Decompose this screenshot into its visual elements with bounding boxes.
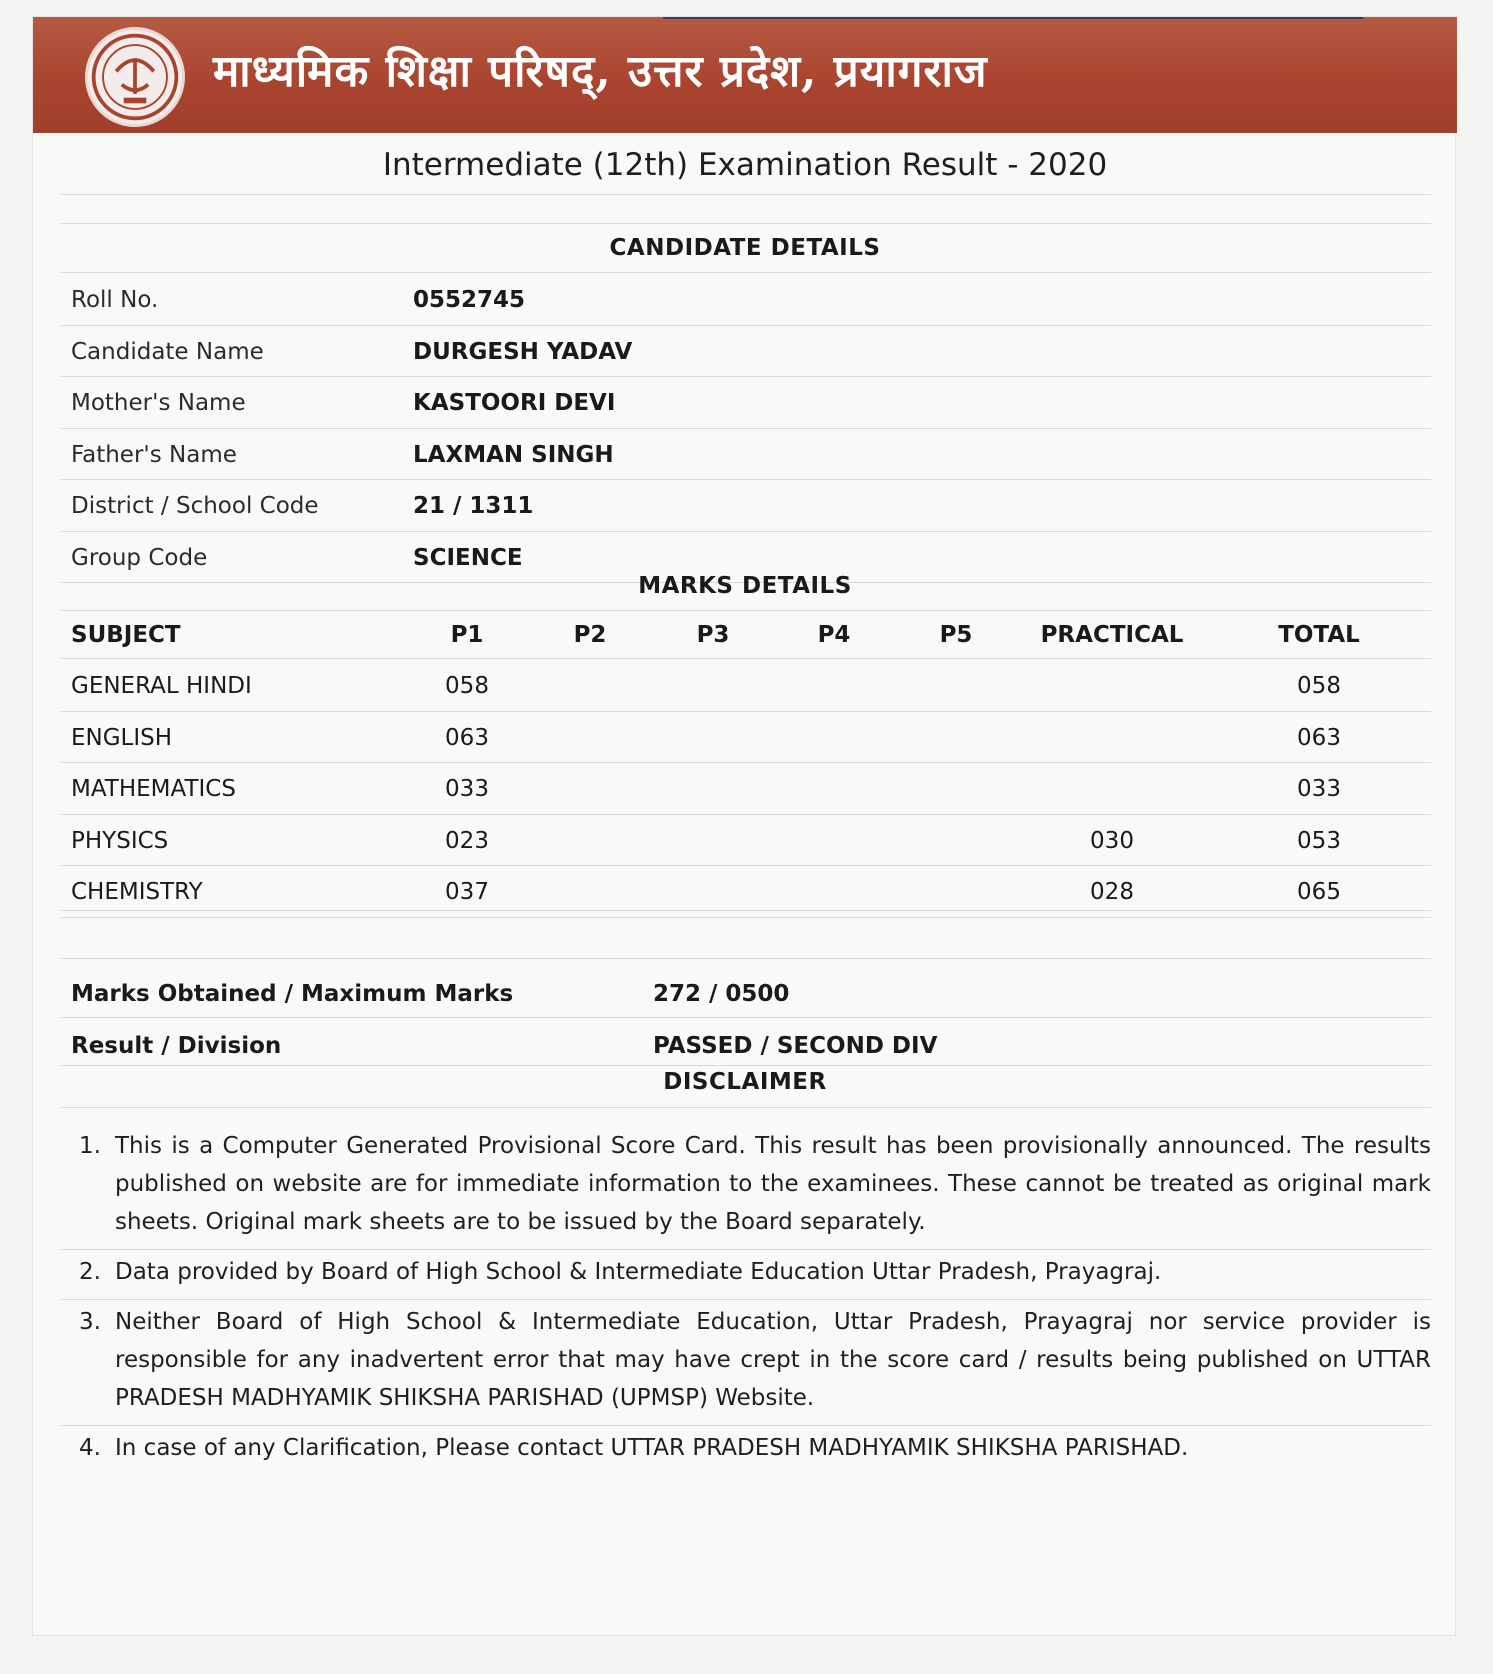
divider	[61, 958, 1431, 959]
divider	[61, 1249, 1431, 1250]
candidate-details-heading: CANDIDATE DETAILS	[609, 235, 881, 261]
divider	[61, 865, 1431, 866]
cell-total: 053	[1297, 827, 1341, 854]
table-row	[33, 816, 1457, 867]
cell-practical: 030	[1090, 827, 1134, 854]
detail-value: 0552745	[413, 287, 526, 313]
detail-value: 21 / 1311	[413, 493, 534, 519]
marks-obtained-label: Marks Obtained / Maximum Marks	[71, 981, 514, 1007]
header-banner	[33, 17, 1457, 133]
column-header-p3: P3	[696, 622, 730, 648]
cell-p1: 063	[445, 724, 489, 751]
divider	[61, 223, 1431, 224]
divider	[61, 272, 1431, 273]
detail-label: Roll No.	[71, 287, 159, 313]
table-row	[33, 764, 1457, 815]
marks-table-header	[33, 610, 1457, 661]
cell-p1: 037	[445, 879, 489, 905]
marks-details-heading: MARKS DETAILS	[638, 573, 852, 599]
divider	[61, 658, 1431, 659]
disclaimer-item	[71, 1127, 1451, 1247]
candidate-detail-row	[33, 481, 1457, 532]
result-sheet	[32, 16, 1456, 1636]
cell-p1: 033	[445, 776, 489, 802]
cell-total: 033	[1297, 776, 1341, 802]
disclaimer-text: In case of any Clarification, Please contact UTTAR PRADESH MADHYAMIK SHIKSHA PARISHAD.	[115, 1435, 1189, 1461]
board-title: माध्यमिक शिक्षा परिषद्, उत्तर प्रदेश, प्रयागराज	[213, 46, 988, 97]
divider	[61, 1299, 1431, 1300]
column-header-p1: P1	[450, 622, 484, 648]
column-header-p4: P4	[817, 622, 851, 648]
disclaimer-heading: DISCLAIMER	[663, 1069, 827, 1095]
detail-label: Candidate Name	[71, 338, 264, 365]
cell-subject: ENGLISH	[71, 724, 173, 751]
table-row	[33, 713, 1457, 764]
cell-subject: CHEMISTRY	[71, 879, 203, 905]
disclaimer-number: 2.	[79, 1259, 101, 1285]
divider	[61, 531, 1431, 532]
divider	[61, 762, 1431, 763]
result-label: Result / Division	[71, 1033, 282, 1059]
divider	[61, 376, 1431, 377]
divider	[61, 917, 1431, 918]
divider	[61, 1425, 1431, 1426]
pen-mark	[663, 17, 1363, 23]
column-header-p2: P2	[573, 622, 607, 648]
cell-subject: GENERAL HINDI	[71, 673, 252, 699]
disclaimer-number: 4.	[79, 1435, 101, 1461]
column-header-total: TOTAL	[1278, 622, 1360, 648]
disclaimer-item	[71, 1303, 1451, 1423]
divider	[61, 1017, 1431, 1018]
disclaimer-number: 3.	[79, 1309, 101, 1335]
divider	[61, 1065, 1431, 1066]
detail-value: DURGESH YADAV	[413, 338, 633, 365]
detail-value: LAXMAN SINGH	[413, 441, 614, 468]
detail-label: Group Code	[71, 544, 208, 571]
cell-p1: 023	[445, 827, 489, 854]
candidate-detail-row	[33, 327, 1457, 378]
upmsp-seal-icon	[85, 27, 185, 127]
candidate-detail-row	[33, 378, 1457, 429]
cell-practical: 028	[1090, 879, 1134, 905]
exam-title: Intermediate (12th) Examination Result - 2020	[382, 147, 1108, 183]
divider	[61, 428, 1431, 429]
detail-value: SCIENCE	[413, 544, 523, 571]
disclaimer-text: This is a Computer Generated Provisional Score Card. This result has been provisionally announced. The results published on website are for immediate information to the examinees. These cannot be treated as original mark sheets. Original mark sheets are to be issued by the Board separately.	[115, 1133, 1431, 1235]
divider	[61, 711, 1431, 712]
divider	[61, 479, 1431, 480]
result-value: PASSED / SECOND DIV	[653, 1033, 938, 1059]
divider	[61, 910, 1431, 911]
cell-total: 063	[1297, 724, 1341, 751]
disclaimer-text: Neither Board of High School & Intermediate Education, Uttar Pradesh, Prayagraj nor service provider is responsible for any inadvertent error that may have crept in the score card / results being published on UTTAR PRADESH MADHYAMIK SHIKSHA PARISHAD (UPMSP) Website.	[115, 1309, 1431, 1411]
cell-total: 065	[1297, 879, 1341, 905]
detail-label: Mother's Name	[71, 390, 246, 416]
column-header-subject: SUBJECT	[71, 622, 181, 648]
cell-total: 058	[1297, 673, 1341, 699]
divider	[61, 814, 1431, 815]
candidate-detail-row	[33, 430, 1457, 481]
cell-subject: PHYSICS	[71, 827, 169, 854]
detail-label: Father's Name	[71, 441, 237, 468]
divider	[61, 194, 1431, 195]
cell-p1: 058	[445, 673, 489, 699]
candidate-detail-row	[33, 275, 1457, 326]
marks-summary-row	[33, 969, 1457, 1020]
table-row	[33, 661, 1457, 712]
disclaimer-number: 1.	[79, 1133, 101, 1159]
marks-obtained-value: 272 / 0500	[653, 981, 790, 1007]
column-header-p5: P5	[939, 622, 973, 648]
cell-subject: MATHEMATICS	[71, 776, 236, 802]
disclaimer-item	[71, 1253, 1451, 1297]
detail-value: KASTOORI DEVI	[413, 390, 616, 416]
disclaimer-text: Data provided by Board of High School & Intermediate Education Uttar Pradesh, Prayagraj.	[115, 1259, 1162, 1285]
detail-label: District / School Code	[71, 493, 319, 519]
disclaimer-item	[71, 1429, 1451, 1473]
divider	[61, 1107, 1431, 1108]
column-header-practical: PRACTICAL	[1040, 622, 1184, 648]
divider	[61, 325, 1431, 326]
